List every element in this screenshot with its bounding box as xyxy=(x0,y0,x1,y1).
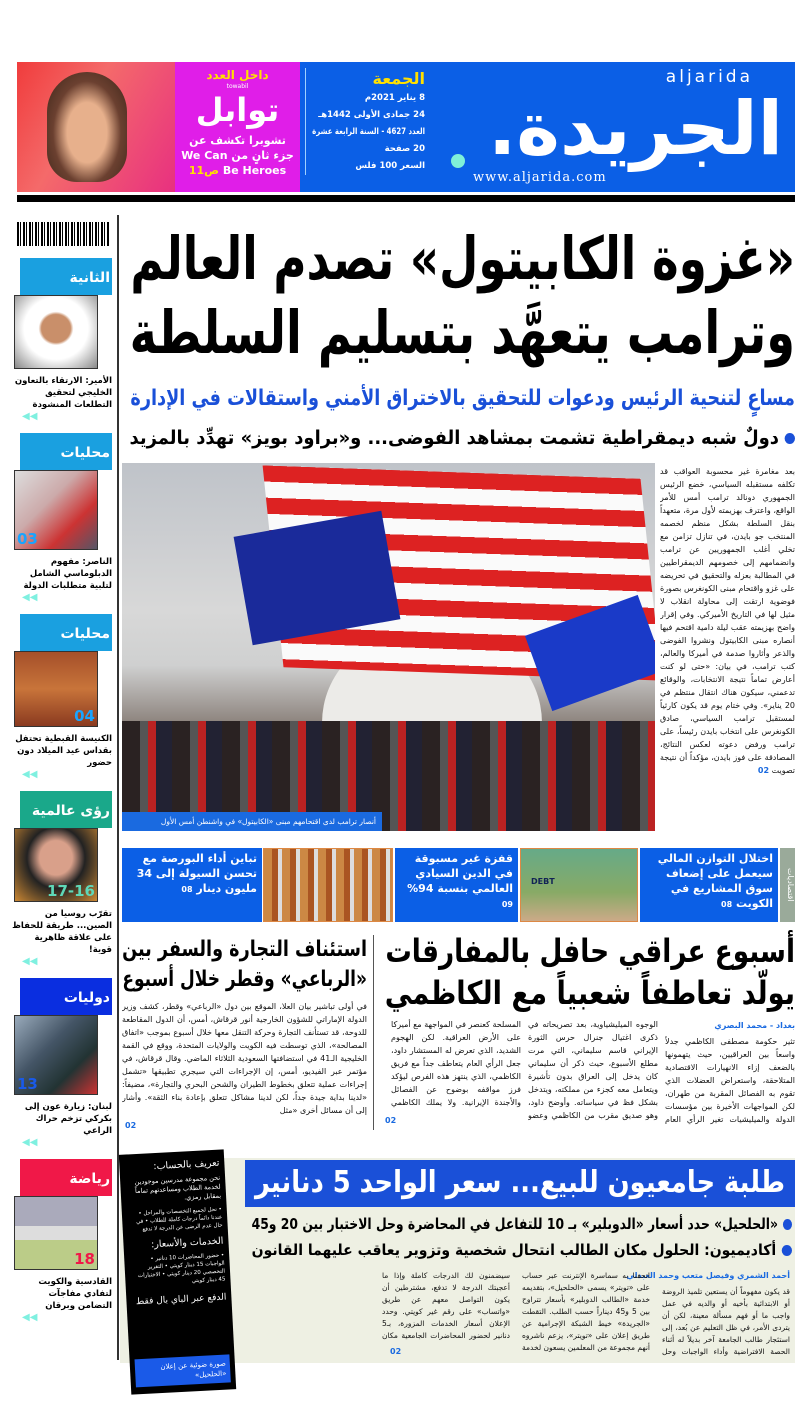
sidebar-photo[interactable] xyxy=(14,828,98,902)
actress-portrait xyxy=(47,72,127,182)
sidebar-section-header[interactable]: رؤى عالمية xyxy=(20,791,112,828)
sidebar-caption[interactable]: القادسية والكويت لتفادي مفاجآت التضامن وبرقان xyxy=(38,1277,112,1311)
supplement-brand: توابل xyxy=(195,91,280,129)
sidebar-section-header[interactable]: دوليات xyxy=(20,978,112,1015)
sidebar-section-header[interactable]: محليات xyxy=(20,614,112,651)
economy-item-title: اختلال التوازن المالي سيعمل على إضعاف سوق المشاريع في الكويت xyxy=(657,852,773,910)
more-arrow-icon[interactable]: ◀◀ xyxy=(22,411,38,422)
quartet-headline-line-1: استئناف التجارة والسفر بين xyxy=(122,937,367,962)
quartet-headline-line-2: «الرباعي» وقطر خلال أسبوع xyxy=(122,967,367,992)
students-headline-bar[interactable] xyxy=(245,1160,795,1207)
sidebar-caption[interactable]: الناصر: مفهوم الدبلوماسي الشامل لتلبية متطلبات الدولة xyxy=(23,557,112,591)
more-arrow-icon[interactable]: ◀◀ xyxy=(22,1137,38,1148)
iraq-column: تثير حكومة مصطفى الكاظمي جدلاً واسعاً بين العراقيين، حيث يتهمونها بالضعف إزاء الانهيارات الاقتصادية المتلاحقة، واستعراض العضلات الذي تقوم به الفصائل المقربة من طهران، لكن المواجهات الأخيرة بين مؤسسات الدولة والميليشيات تغير الرأي العام xyxy=(665,1037,795,1124)
photo-caption-bar xyxy=(122,812,382,831)
sidebar-photo[interactable] xyxy=(14,651,98,727)
lead-headline-line-2: وترامب يتعهَّد بتسليم السلطة xyxy=(129,298,796,367)
sidebar-photo[interactable] xyxy=(14,470,98,550)
lead-headline[interactable] xyxy=(130,222,795,370)
sidebar-divider xyxy=(117,215,119,1360)
sidebar-section-header[interactable]: الثانية xyxy=(20,258,112,295)
sidebar-section-header[interactable]: رياضة xyxy=(20,1159,112,1196)
stock-exchange-image xyxy=(263,848,393,922)
capitol-photo[interactable] xyxy=(122,463,655,831)
sidebar-caption[interactable]: لبنان: زيارة عون إلى بكركي تزخم حراك الراعي xyxy=(24,1102,112,1136)
lead-headline-line-1: «غزوة الكابيتول» تصدم العالم xyxy=(130,224,795,293)
supplement-brand-latin: towabil xyxy=(226,83,249,90)
photo-caption: أنصار ترامب لدى اقتحامهم مبنى «الكابيتول» في واشنطن أمس الأول xyxy=(160,817,376,826)
lead-subheadline: مساعٍ لتنحية الرئيس ودعوات للتحقيق بالاختراق الأمني واستقالات في الإدارة xyxy=(130,386,796,411)
masthead-divider xyxy=(17,195,795,202)
sidebar-photo[interactable] xyxy=(14,1196,98,1270)
economy-item-title: قفزة غير مسبوقة في الدين السيادي العالمي بنسبة 94% xyxy=(407,852,513,895)
students-byline: أحمد الشمري وفيصل متعب وحمد العبدلي xyxy=(626,1271,790,1280)
quartet-body: في أولى تباشير بيان العلا، الموقع بين دول «الرباعي» وقطر، كشف وزير الدولة الإماراتي للشؤون الخارجية أنور قرقاش، أمس، أن الدول المقاطعة للدوحة، قد تستأنف التجارة وحركة التنقل معها خلال أسبوع بموجب «اتفاق المصالحة»، الذي توسطت فيه الكويت والولايات المتحدة، ووقع في القمة الخليجية الـ41 في استضافتها السعودية الثلاثاء الماضي. وقال قرقاش، في مؤتمر عبر الفيديو، أمس، إن الإجراءات التي سيجري تطبيقها «تشمل إجراءات عملية تتعلق بخطوط الطيران والشحن البحري والتجارة»، مضيفاً: «لدينا بداية جيدة جداً، لكن لدينا مشاكل تتعلق بإعادة بناء الثقة». وأشار إلى أن مسائل أخرى «مثل xyxy=(122,1002,367,1115)
debt-scale-image xyxy=(520,848,638,922)
lead-body xyxy=(660,465,795,835)
logo-arabic: الجريدة. xyxy=(488,86,783,172)
page-number: 18 xyxy=(74,1250,95,1268)
website-url[interactable]: www.aljarida.com xyxy=(473,170,607,185)
iraq-column: المسلحة كعنصر في المواجهة مع أميركا على الأرض العراقية. لكن الهجوم الشديد، الذي تعرض له المستشار داود، جعل الرأي العام يتعاطف جداً مع فريق الكاظمي، الذي ينتهز هذه الفرص ليؤكد فرز مواقفه بوضوح عن الفصائل والأجندة الإيرانية. ولا يملك الكاظمي xyxy=(391,1020,521,1107)
iraq-headline-line-2: يولّد تعاطفاً شعبياً مع الكاظمي xyxy=(384,974,795,1012)
date-hijri: 24 جمادى الأولى 1442هـ xyxy=(318,110,425,120)
students-continued-page[interactable]: 02 xyxy=(390,1347,402,1356)
issue-day: الجمعة xyxy=(372,69,425,88)
sidebar-caption[interactable]: تقرّب روسيا من الصين... طريقة للحفاظ على علاقة ظاهرية قوية! xyxy=(12,909,112,955)
ad-title: تعريف بالحساب: xyxy=(153,1157,220,1173)
inside-issue-label: داخل العدد xyxy=(206,68,269,82)
ad-services: • حضور المحاضرات 10 دنانير • الواجبات 15 دينار كويتي • التقرير التخصصي 20 دينار كويتي • الاختبارات 45 دينار كويتي xyxy=(137,1252,226,1285)
students-bullet-2 xyxy=(251,1239,792,1261)
economy-item-page: 08 xyxy=(721,900,733,909)
economy-item[interactable] xyxy=(640,848,778,922)
economy-section-tag[interactable]: اقتصاديات xyxy=(780,848,795,922)
ad-services-title: الخدمات والأسعار: xyxy=(150,1235,224,1251)
supplement-cover-photo xyxy=(17,62,175,192)
supplement-page: ص11 xyxy=(188,164,219,177)
sidebar-photo[interactable] xyxy=(14,295,98,369)
more-arrow-icon[interactable]: ◀◀ xyxy=(22,1312,38,1323)
economy-item[interactable] xyxy=(395,848,518,922)
supplement-headline: تشوبرا تكشف عن جزء ثانٍ من We Can Be Heroes xyxy=(181,134,294,177)
sidebar-section-header[interactable]: محليات xyxy=(20,433,112,470)
bullet-icon xyxy=(785,433,795,444)
sidebar-caption[interactable]: الكنيسة القبطية تحتفل بقداس عيد الميلاد دون حضور xyxy=(15,734,112,768)
sidebar-photo[interactable] xyxy=(14,1015,98,1095)
bullet-icon xyxy=(782,1245,792,1256)
sidebar xyxy=(12,258,112,1334)
supplement-promo[interactable] xyxy=(175,62,300,192)
lead-bullet-text: دولٌ شبه ديمقراطية تشمت بمشاهد الفوضى... و«براود بويز» تهدِّد بالمزيد xyxy=(129,427,779,449)
more-arrow-icon[interactable]: ◀◀ xyxy=(22,592,38,603)
page-count: 20 صفحة xyxy=(384,144,425,154)
students-column: سيضمنون لك الدرجات كاملة وإذا ما أعجبتك الدرجة لا تدفع، مشترطين أن يكون التواصل معهم عن طريق «واتساب» على رقم غير كويتي. وحدد الإعلان أسعار الخدمات المزورة، بـ5 دنانير لحضور المحاضرات الجامعية مكان xyxy=(382,1271,510,1340)
economy-item[interactable] xyxy=(122,848,262,922)
sidebar-item[interactable] xyxy=(12,614,112,781)
page-number: 17-16 xyxy=(47,882,95,900)
logo-latin: aljarida xyxy=(665,67,753,87)
students-column: قد يكون مفهوماً أن يستعين تلميذ الروضة أو الابتدائية بأخيه أو والديه في عمل واجب ما أو فهم مسألة معينة، لكن أن يتردى الأمر، في ظل التعليم عن بُعد، إلى استئجار طالب الجامعة آخر بديلاً له أثناء الحصة الافتراضية وأداء الواجبات وحل xyxy=(662,1287,790,1356)
newspaper-logo[interactable] xyxy=(433,66,783,188)
date-gregorian: 8 يناير 2021م xyxy=(364,93,425,103)
economy-item-title: تباين أداء البورصة مع تحسن السيولة إلى 34 مليون دينار xyxy=(136,852,257,895)
students-bullet-1-text: «الحلحيل» حدد أسعار «الدوبلير» بـ 10 للتفاعل في المحاضرة وحل الاختبار بين 20 و45 xyxy=(251,1215,778,1233)
masthead xyxy=(300,62,795,192)
sidebar-item[interactable] xyxy=(12,791,112,968)
column-rule xyxy=(373,935,374,1130)
bullet-icon xyxy=(783,1219,792,1230)
quartet-headline[interactable] xyxy=(122,935,367,995)
sidebar-item[interactable] xyxy=(12,1159,112,1324)
economy-item-page: 09 xyxy=(501,900,513,909)
continued-page[interactable]: 02 xyxy=(757,766,770,775)
page-number: 03 xyxy=(17,530,38,548)
scam-ad-screenshot xyxy=(119,1149,236,1394)
page-number: 13 xyxy=(17,1075,38,1093)
sidebar-caption[interactable]: الأمير: الارتقاء بالتعاون الخليجي لتحقيق التطلعات المنشودة xyxy=(14,376,112,410)
sidebar-item[interactable] xyxy=(12,433,112,604)
iraq-headline[interactable] xyxy=(385,930,795,1014)
lead-body-text: بعد مغامرة غير محسوبة العواقب قد تكلفه مستقبله السياسي، خضع الرئيس الجمهوري دونالد ترامب أمس للأمر الواقع، واعترف بهزيمته لأول مرة، متعهداً بنقل السلطة بشكل منظم لخصمه المنتخب جو بايدن، في تنازل تزامن مع تخلي أغلب الجمهوريين عن ترامب وانضمامهم إلى خصومهم الديمقراطيين في المطالبة بعزله والتحقيق في تحريضه على غزو واقتحام مبنى الكونغرس بصورة فوضوية ارتقت إلى محاولة انقلاب لا مثيل لها في التاريخ الأميركي. وفي إقرار واضح بهزيمته عقب ليلة دامية اقتحم فيها أنصاره مبنى الكابيتول ونشروا الفوضى والذعر وأثاروا صدمة في أميركا والعالم، كتب ترامب، في بيان: «حتى لو كنت أعارض تماماً نتيجة الانتخابات، والوقائع تدعمني، سيكون هناك انتقال منتظم في 20 يناير». وفي ختام يوم قد يكون كارثياً لمستقبل ترامب السياسي، صادق الكونغرس على انتخاب بايدن رئيساً، على ترامب ورفض دعوته لعكس النتائج، المصادقة على فوز بايدن، مؤكداً أن نتيجة تصويت xyxy=(660,467,795,775)
iraq-continued-page[interactable]: 02 xyxy=(385,1116,397,1125)
quartet-continued-page[interactable]: 02 xyxy=(125,1121,137,1130)
iraq-headline-line-1: أسبوع عراقي حافل بالمفارقات xyxy=(385,932,795,970)
price: السعر 100 فلس xyxy=(355,161,425,171)
iraq-byline: بغداد - محمد البصري xyxy=(714,1021,795,1030)
ad-notes: • نحل لجميع التخصصات والمراحل • عندنا دائماً درجات كاملة للطلاب • في حال عدم الرضى عن الدرجة لا تدفع xyxy=(135,1206,223,1233)
lead-bullet xyxy=(129,424,795,452)
ad-payment: الدفع عبر الباي بال فقط xyxy=(135,1292,227,1308)
ad-label: صورة ضوئية عن إعلان «الحلحيل» xyxy=(135,1354,231,1387)
ad-intro: نحن مجموعة مدرسين موجودين لخدمة الطلاب ومساعدتهم تماماً بمقابل رمزي. xyxy=(134,1173,222,1202)
students-bullet-2-text: أكاديميون: الحلول مكان الطالب انتحال شخصية وتزوير يعاقب عليهما القانون xyxy=(251,1241,777,1259)
sidebar-item[interactable] xyxy=(12,258,112,423)
students-column: اتحفنا به سماسرة الإنترنت عبر حساب على «تويتر» يسمى «الحلحيل»، بتقديمه خدمة «الطالب الدوبلير» بأسعار تتراوح بين 5 و45 ديناراً حسب الطلب. التقطت «الجريدة» خيط الشبكة الإجرامية عن طريق إعلان على «تويتر»، يزعم ناشروه أنهم مجموعة من المعلمين يسعون لخدمة xyxy=(522,1271,650,1352)
iraq-column: الوجوه الميليشياوية، بعد تصريحاته في ذكرى اغتيال جنرال حرس الثورة الإيراني قاسم سليماني، التي مرت مطلع الأسبوع، حيث ذكر أن سليماني كان يدخل إلى العراق بدون تأشيرة ويتعامل معه كجزء من مملكته، ويتدخل بشكل فظ في سياساته. وأوضح داود، وهو صديق مقرب من الكاظمي وعضو xyxy=(528,1020,658,1120)
more-arrow-icon[interactable]: ◀◀ xyxy=(22,769,38,780)
logo-dot-icon xyxy=(451,154,465,168)
issue-info xyxy=(305,68,425,175)
debt-label: DEBT xyxy=(531,877,555,886)
issue-number: العدد 4627 - السنة الرابعة عشرة xyxy=(312,127,425,137)
sidebar-item[interactable] xyxy=(12,978,112,1149)
students-headline: طلبة جامعيون للبيع... سعر الواحد 5 دنانير xyxy=(254,1165,785,1200)
barcode xyxy=(17,222,109,246)
students-bullet-1 xyxy=(251,1213,792,1235)
economy-item-page: 08 xyxy=(181,885,193,894)
more-arrow-icon[interactable]: ◀◀ xyxy=(22,956,38,967)
page-number: 04 xyxy=(74,707,95,725)
